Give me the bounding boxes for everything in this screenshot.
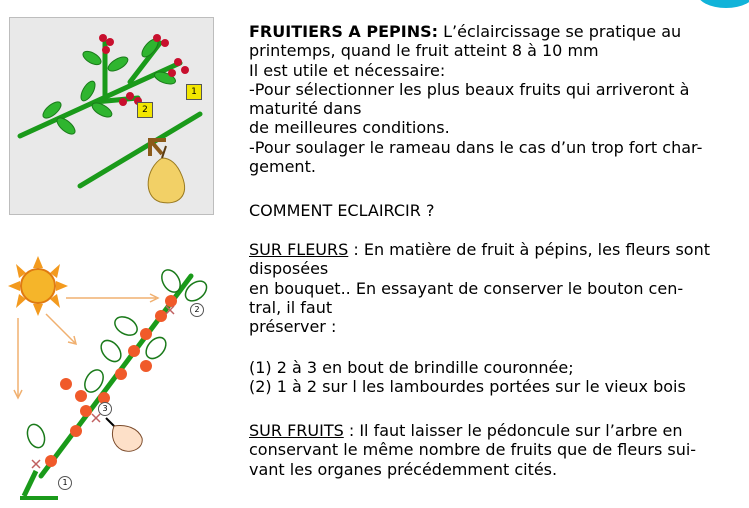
- marker-1: 1: [58, 476, 72, 490]
- numbered-list: [249, 358, 746, 397]
- branch-drawing: [10, 18, 213, 214]
- question-heading: COMMENT ECLAIRCIR ?: [249, 201, 435, 220]
- thinning-drawing: [6, 256, 221, 502]
- marker-3: 3: [98, 402, 112, 416]
- flowers-label: SUR FLEURS: [249, 240, 349, 259]
- fruits-label: SUR FRUITS: [249, 421, 344, 440]
- list-item: (1) 2 à 3 en bout de brindille couronnée;: [249, 358, 574, 377]
- marker-2: 2: [190, 303, 204, 317]
- pome-fruits-heading: FRUITIERS A PEPINS:: [249, 22, 439, 41]
- corner-decoration: [697, 0, 749, 8]
- marker-1: 1: [186, 84, 202, 100]
- pome-fruit-branch-illustration: [9, 17, 214, 215]
- flowers-paragraph: SUR FLEURS : En matière de fruit à pépins, les fleurs sont disposées en bouquet.. En essayant de conserver le bouton cen- tral, il faut préserver :: [249, 240, 710, 337]
- thinning-branch-illustration: [6, 256, 221, 502]
- list-item: (2) 1 à 2 sur l les lambourdes portées sur le vieux bois: [249, 377, 686, 397]
- fruits-paragraph: SUR FRUITS : Il faut laisser le pédoncule sur l’arbre en conservant le même nombre de fruits que de fleurs sui- vant les organes précédemment cités.: [249, 421, 697, 479]
- pome-fruits-paragraph: FRUITIERS A PEPINS: L’éclaircissage se pratique au printemps, quand le fruit atteint 8 à 10 mm Il est utile et nécessaire: -Pour sélectionner les plus beaux fruits qui arriveront à maturité dans de meilleures conditions. -Pour soulager le rameau dans le cas d’un trop fort char- gement.: [249, 22, 703, 177]
- sun-icon: [8, 256, 68, 316]
- marker-2: 2: [137, 102, 153, 118]
